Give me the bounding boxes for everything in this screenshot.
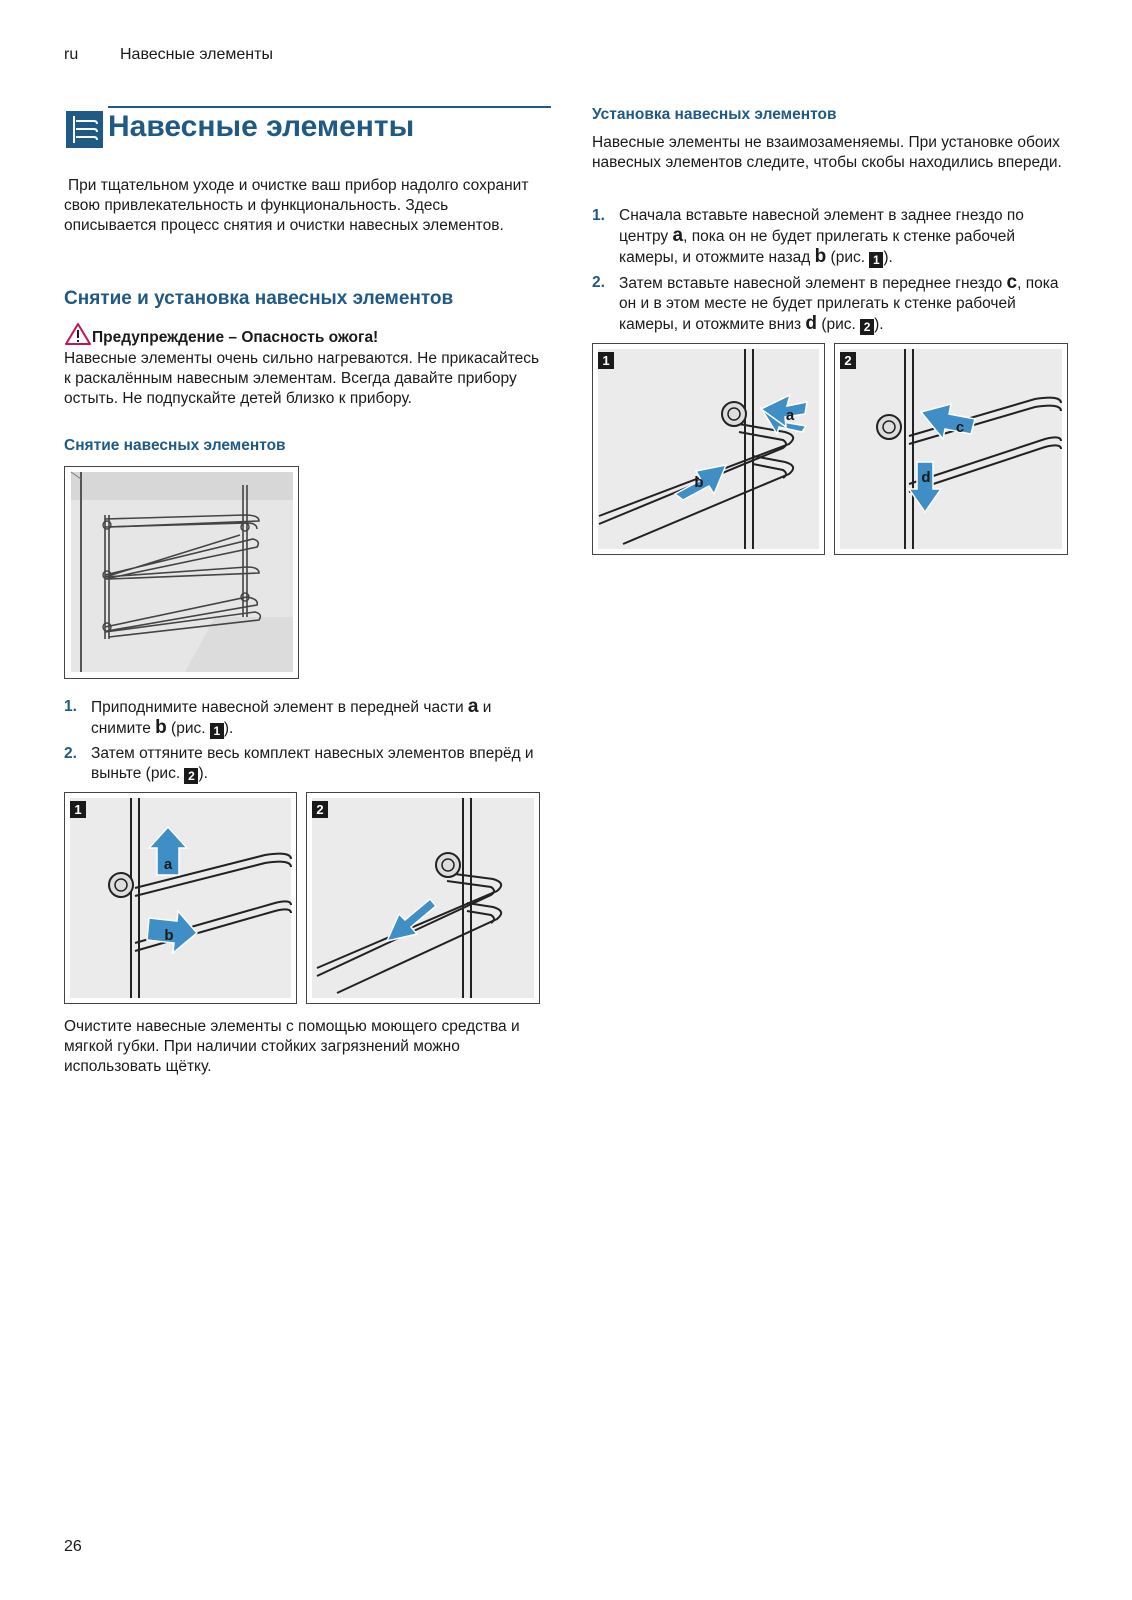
installation-intro: Навесные элементы не взаимозаменяемы. При установке обоих навесных элементов следите, чтобы скобы находились впереди. <box>592 134 1062 171</box>
installation-step-1 <box>592 206 1072 268</box>
figure-label: 1 <box>602 353 610 368</box>
warning-triangle-icon <box>64 322 92 351</box>
warning-title: Предупреждение – Опасность ожога! <box>92 329 379 346</box>
step-text: (рис. <box>826 249 870 266</box>
step-text: ). <box>198 765 208 782</box>
step-text: и снимите <box>91 699 492 737</box>
arrow-label-d: d <box>921 469 931 486</box>
step-text: , пока он и в этом месте не будет прилегать к стенке рабочей камеры, и отожмите вниз <box>619 275 1059 333</box>
label-c: c <box>1006 272 1018 293</box>
warning-body: Навесные элементы очень сильно нагреваются. Не прикасайтесь к раскалённым навесным элементам. Всегда давайте прибору остыть. Не подпускайте детей близко к прибору. <box>64 350 540 407</box>
rack-icon <box>66 111 103 148</box>
step-text: , пока он не будет прилегать к стенке рабочей камеры, и отожмите назад <box>619 228 1016 266</box>
removal-step-1 <box>64 697 544 739</box>
arrow-label-c: c <box>955 419 965 436</box>
removal-steps <box>64 697 544 789</box>
step-text: Затем вставьте навесной элемент в переднее гнездо <box>619 275 1007 292</box>
step-text: ). <box>874 316 884 333</box>
step-text: Приподнимите навесной элемент в передней части <box>91 699 468 716</box>
figure-ref: 2 <box>184 768 198 784</box>
header-title: Навесные элементы <box>120 46 273 63</box>
intro-paragraph: При тщательном уходе и очистке ваш прибор надолго сохранит свою привлекательность и функциональность. Здесь описывается процесс снятия и очистки навесных элементов. <box>64 177 529 234</box>
step-text: (рис. <box>166 720 210 737</box>
installation-figure-1 <box>592 343 825 555</box>
step-text: ). <box>883 249 893 266</box>
chapter-title: Навесные элементы <box>108 110 415 143</box>
title-rule <box>108 106 551 108</box>
removal-step-2 <box>64 744 544 784</box>
oven-rack-figure <box>64 466 299 679</box>
installation-figure-2 <box>834 343 1068 555</box>
arrow-label-b: b <box>164 927 174 944</box>
installation-step-2 <box>592 273 1072 335</box>
step-number: 2. <box>592 274 605 291</box>
arrow-label-b: b <box>694 474 704 491</box>
step-number: 2. <box>64 745 77 762</box>
figure-label: 1 <box>74 802 82 817</box>
figure-ref: 1 <box>869 252 883 268</box>
step-text: Сначала вставьте навесной элемент в заднее гнездо по центру <box>619 207 1024 245</box>
figure-label: 2 <box>316 802 324 817</box>
label-b: b <box>814 246 827 267</box>
header-language: ru <box>64 46 79 63</box>
section-title: Снятие и установка навесных элементов <box>64 288 454 309</box>
step-text: Затем оттяните весь комплект навесных элементов вперёд и выньте (рис. <box>91 745 534 782</box>
cleaning-paragraph: Очистите навесные элементы с помощью моющего средства и мягкой губки. При наличии стойких загрязнений можно использовать щётку. <box>64 1018 520 1075</box>
label-a: a <box>467 696 479 717</box>
arrow-label-a: a <box>785 407 795 424</box>
figure-label: 2 <box>844 353 852 368</box>
installation-title: Установка навесных элементов <box>592 106 837 123</box>
step-text: ). <box>223 720 234 737</box>
figure-ref: 2 <box>860 319 874 335</box>
step-text: (рис. <box>817 316 861 333</box>
label-a: a <box>672 225 684 246</box>
installation-steps <box>592 206 1072 340</box>
arrow-label-a: a <box>163 856 173 873</box>
figure-ref: 1 <box>210 723 224 739</box>
step-number: 1. <box>64 698 77 715</box>
step-number: 1. <box>592 207 605 224</box>
label-d: d <box>805 313 818 334</box>
removal-title: Снятие навесных элементов <box>64 437 286 454</box>
label-b: b <box>155 717 167 738</box>
page-number: 26 <box>64 1538 82 1555</box>
removal-figure-2 <box>306 792 540 1004</box>
removal-figure-1 <box>64 792 297 1004</box>
